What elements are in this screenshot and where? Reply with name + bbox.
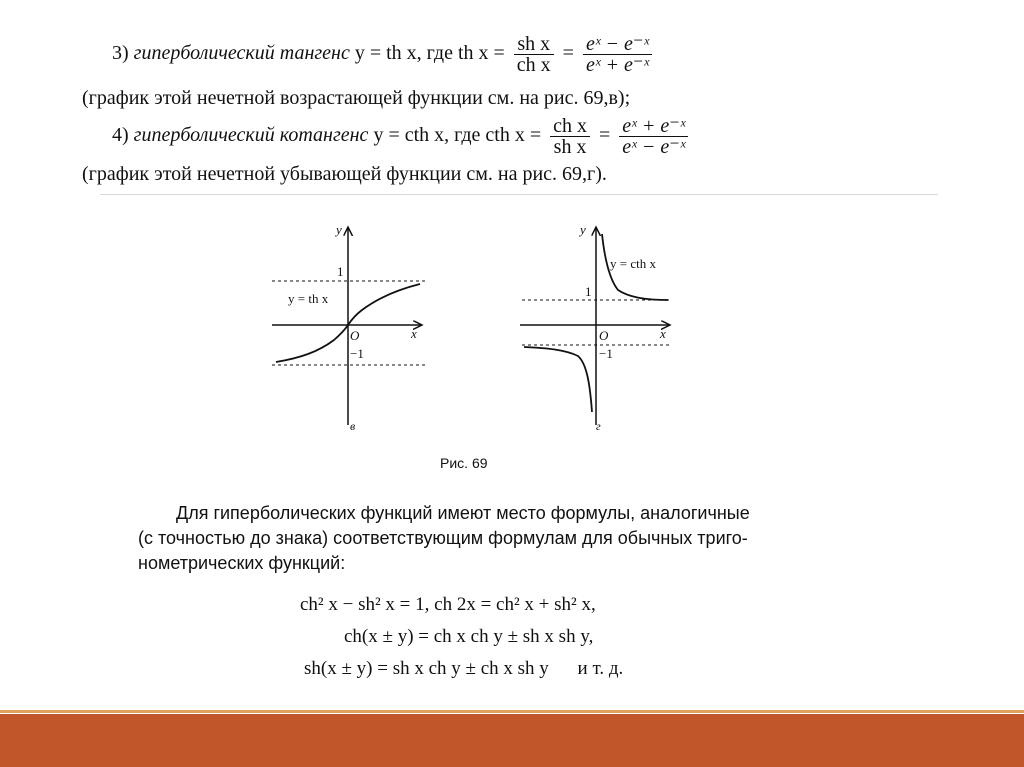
footer-bar xyxy=(0,714,1024,767)
fraction-numerator: eˣ − e⁻ˣ xyxy=(583,34,652,55)
coth-branch-left xyxy=(524,347,592,412)
equals-sign: = xyxy=(562,42,574,65)
fraction-numerator: ch x xyxy=(550,116,590,137)
tick-one: 1 xyxy=(585,284,592,299)
y-axis-label: y xyxy=(336,222,342,237)
formula-sh-sum xyxy=(304,658,623,680)
tick-one: 1 xyxy=(337,264,344,279)
curve-label: y = th x xyxy=(288,291,329,306)
item-number: 4) xyxy=(112,124,129,147)
origin-label: O xyxy=(350,328,360,343)
fraction-numerator: sh x xyxy=(514,34,554,55)
definition-lhs: y = cth x, где cth x = xyxy=(373,124,542,147)
curve-label: y = cth x xyxy=(610,256,656,271)
formula-etc: и т. д. xyxy=(577,658,624,679)
footer-accent-line xyxy=(0,710,1024,713)
tick-minus-one: −1 xyxy=(599,346,613,361)
definition-lhs: y = th x, где th x = xyxy=(354,42,505,65)
paragraph-line-1: Для гиперболических функций имеют место формулы, аналогичные xyxy=(176,503,750,523)
y-axis-label: y xyxy=(580,222,586,237)
figure-tanh xyxy=(272,222,428,433)
panel-label: г xyxy=(596,419,601,433)
figure-coth xyxy=(520,222,670,433)
origin-label: O xyxy=(599,328,609,343)
fraction-denominator: eˣ − e⁻ˣ xyxy=(622,136,686,158)
figure-caption: Рис. 69 xyxy=(440,455,488,471)
function-name: гиперболический тангенс xyxy=(133,42,350,65)
paragraph-line-2: (с точностью до знака) соответствующим формулам для обычных триго- xyxy=(138,528,748,548)
equals-sign: = xyxy=(599,124,611,147)
fraction-denominator: sh x xyxy=(553,136,587,158)
note-tanh: (график этой нечетной возрастающей функции см. на рис. 69,в); xyxy=(82,87,631,109)
note-coth: (график этой нечетной убывающей функции см. на рис. 69,г). xyxy=(82,163,607,185)
x-axis-label: x xyxy=(411,326,417,341)
fraction-numerator: eˣ + e⁻ˣ xyxy=(619,116,688,137)
item-number: 3) xyxy=(112,42,129,65)
x-axis-label: x xyxy=(660,326,666,341)
panel-label: в xyxy=(350,419,356,433)
paragraph-line-3: нометрических функций: xyxy=(138,553,346,573)
formula-ch-sum: ch(x ± y) = ch x ch y ± sh x sh y, xyxy=(344,626,594,647)
fraction-denominator: ch x xyxy=(516,54,551,76)
formula-identity: ch² x − sh² x = 1, ch 2x = ch² x + sh² x, xyxy=(300,594,596,615)
function-name: гиперболический котангенс xyxy=(133,124,369,147)
fraction-denominator: eˣ + e⁻ˣ xyxy=(585,54,650,76)
tick-minus-one: −1 xyxy=(350,346,364,361)
formula-sh-sum-body: sh(x ± y) = sh x ch y ± ch x sh y xyxy=(304,658,549,679)
